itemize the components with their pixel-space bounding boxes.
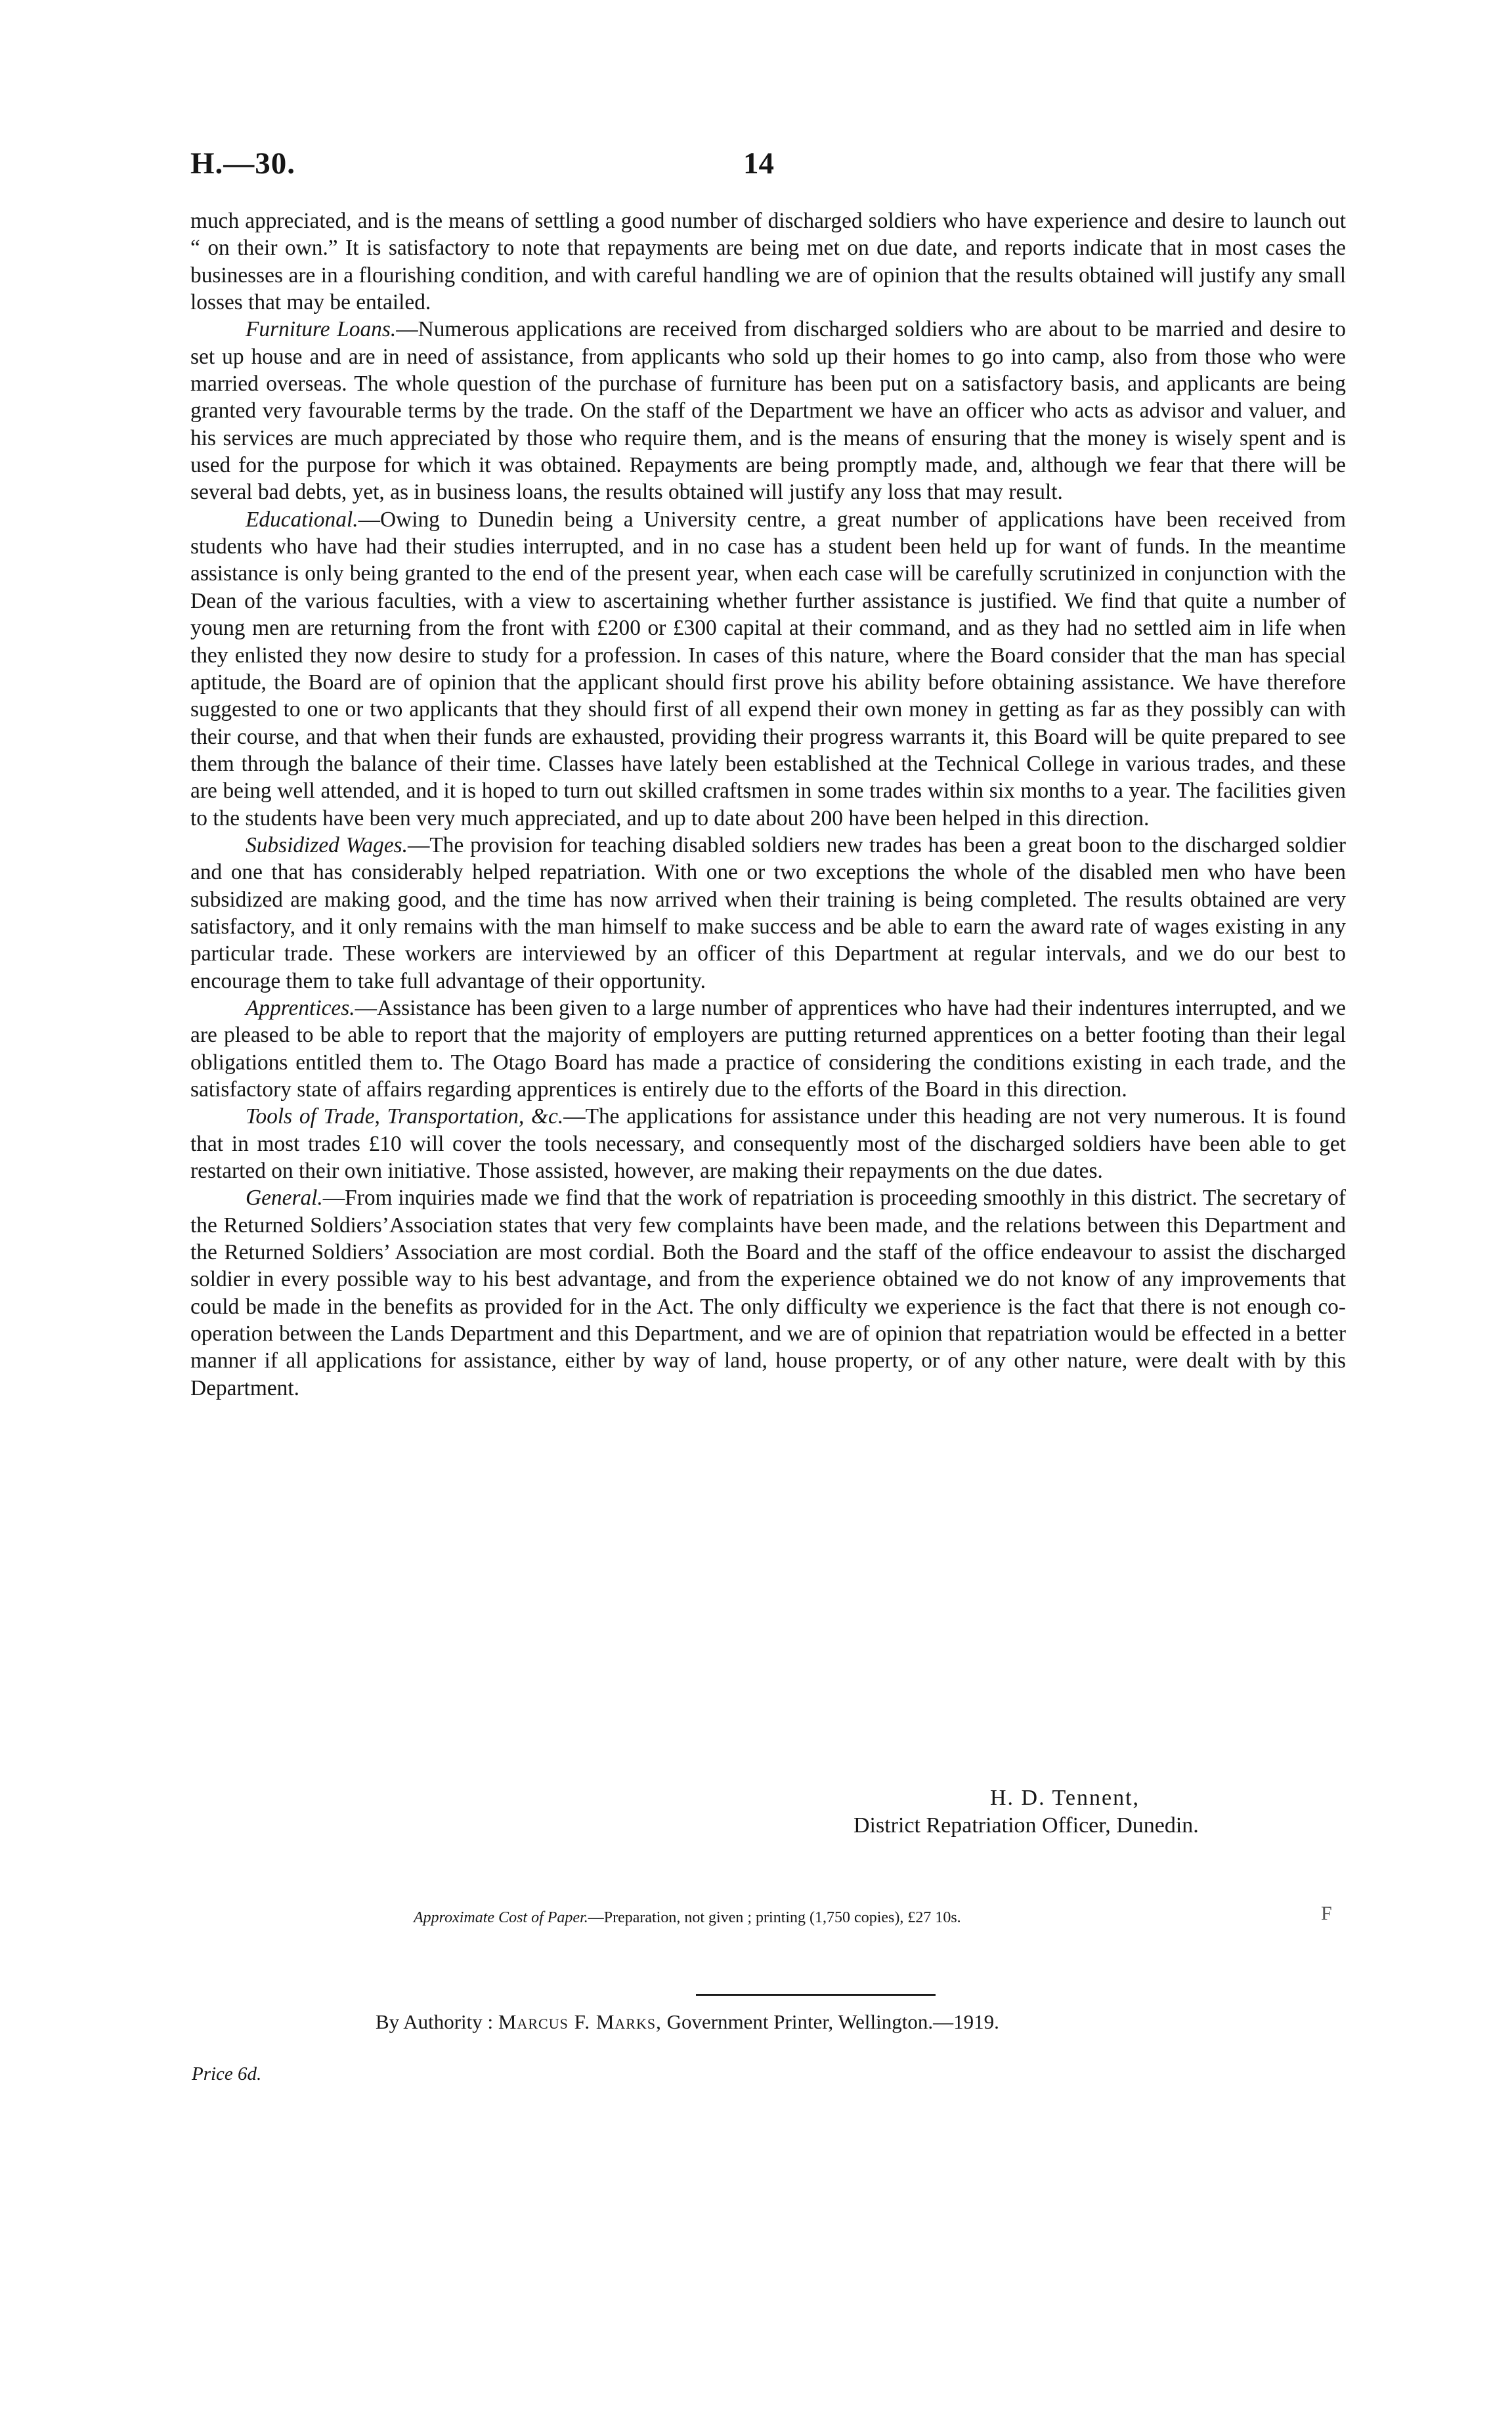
report-body	[190, 207, 1346, 1402]
paragraph-text: —From inquiries made we find that the work of repatriation is proceeding smoothly in this district. The secretary of the Returned Soldiers’Association states that very few complaints have been made, and the relations between this Department and the Returned Soldiers’ Association are most cordial. Both the Board and the staff of the office endeavour to assist the discharged soldier in every possible way to his best advantage, and from the experience obtained we do not know of any improvements that could be made in the benefits as provided for in the Act. The only difficulty we experience is the fact that there is not enough co-operation between the Lands Department and this Department, and we are of opinion that repatriation would be effected in a better manner if all applications for assistance, either by way of land, house property, or of any other nature, were dealt with by this Department.	[190, 1186, 1346, 1400]
paragraph-subsidized-wages	[190, 832, 1346, 995]
authority-suffix: Government Printer, Wellington.—1919.	[666, 2010, 999, 2033]
price-label: Price 6d.	[192, 2063, 262, 2084]
section-heading-general: General.	[246, 1186, 323, 1211]
paragraph-text: —The provision for teaching disabled soldiers new trades has been a great boon to the discharged soldier and one that has considerably helped repatriation. With one or two exceptions the whole of the disabled men who have been subsidized are making good, and the time has now arrived when their training is being completed. The results obtained are very satisfactory, and it only remains with the man himself to make success and be able to earn the award rate of wages existing in any particular trade. These workers are interviewed by an officer of this Department at regular intervals, and we do our best to encourage them to take full advantage of their opportunity.	[190, 832, 1346, 993]
page-number: 14	[743, 146, 774, 181]
paragraph-text: —The applications for assistance under this heading are not very numerous. It is found that in most trades £10 will cover the tools necessary, and consequently most of the discharged soldiers have been able to get restarted on their own initiative. Those assisted, however, are making their repayments on the due dates.	[190, 1104, 1346, 1184]
section-heading-tools-of-trade: Tools of Trade, Transportation, &c.	[246, 1104, 564, 1129]
paragraph-text: —Owing to Dunedin being a University centre, a great number of applications have been received from students who have had their studies interrupted, and in no case has a student been held up for want of funds. In the meantime assistance is only being granted to the end of the present year, when each case will be carefully scrutinized in conjunction with the Dean of the various faculties, with a view to ascertaining whether further assistance is justified. We find that quite a number of young men are returning from the front with £200 or £300 capital at their command, and as they had no settled aim in life when they enlisted they now desire to study for a profession. In cases of this nature, where the Board consider that the man has special aptitude, the Board are of opinion that the applicant should first prove his ability before obtaining assistance. We have therefore suggested to one or two applicants that they should first of all expend their own money in getting as far as they possibly can with their course, and that when their funds are exhausted, providing their progress warrants it, this Board will be quite prepared to see them through the balance of their time. Classes have lately been established at the Technical College in various trades, and these are being well attended, and it is hoped to turn out skilled craftsmen in some trades within six months to a year. The facilities given to the students have been very much appreciated, and up to date about 200 have been helped in this direction.	[190, 507, 1346, 830]
section-heading-educational: Educational.	[246, 507, 358, 532]
authority-prefix: By Authority :	[376, 2010, 494, 2033]
paragraph-text: much appreciated, and is the means of settling a good number of discharged soldiers who have experience and desire to launch out “ on their own.” It is satisfactory to note that repayments are being met on due date, and reports indicate that in most cases the businesses are in a flourishing condition, and with careful handling we are of opinion that the results obtained will justify any small losses that may be entailed.	[190, 209, 1346, 315]
paragraph-educational	[190, 506, 1346, 832]
section-heading-subsidized-wages: Subsidized Wages.	[246, 832, 408, 857]
section-heading-apprentices: Apprentices.	[246, 995, 355, 1020]
printer-name: Marcus F. Marks,	[498, 2010, 662, 2033]
cost-label: Approximate Cost of Paper.	[414, 1909, 588, 1926]
cost-text: —Preparation, not given ; printing (1,750 copies), £27 10s.	[588, 1909, 961, 1926]
horizontal-rule	[696, 1994, 936, 1996]
printer-authority-line	[376, 2010, 999, 2034]
paragraph-apprentices	[190, 995, 1346, 1103]
paragraph-business-loans-continued	[190, 207, 1346, 316]
paragraph-furniture-loans	[190, 316, 1346, 506]
corner-mark: F	[1321, 1903, 1332, 1924]
page-reference: H.—30.	[190, 146, 296, 181]
paragraph-general	[190, 1184, 1346, 1402]
signature-block	[853, 1784, 1326, 1840]
signatory-title: District Repatriation Officer, Dunedin.	[853, 1813, 1199, 1838]
signatory-name: H. D. Tennent,	[990, 1786, 1140, 1810]
paragraph-tools-of-trade	[190, 1103, 1346, 1184]
paragraph-text: —Assistance has been given to a large number of apprentices who have had their indentures interrupted, and we are pleased to be able to report that the majority of employers are putting returned apprentices on a better footing than their legal obligations entitled them to. The Otago Board has made a practice of considering the conditions existing in each trade, and the satisfactory state of affairs regarding apprentices is entirely due to the efforts of the Board in this direction.	[190, 995, 1346, 1102]
cost-of-paper-note	[414, 1909, 961, 1927]
section-heading-furniture-loans: Furniture Loans.	[246, 317, 397, 342]
paragraph-text: —Numerous applications are received from discharged soldiers who are about to be married and desire to set up house and are in need of assistance, from applicants who sold up their homes to go into camp, also from those who were married overseas. The whole question of the purchase of furniture has been put on a satisfactory basis, and applicants are being granted very favourable terms by the trade. On the staff of the Department we have an officer who acts as advisor and valuer, and his services are much appreciated by those who require them, and is the means of ensuring that the money is wisely spent and is used for the purpose for which it was obtained. Repayments are being promptly made, and, although we fear that there will be several bad debts, yet, as in business loans, the results obtained will justify any loss that may result.	[190, 317, 1346, 505]
